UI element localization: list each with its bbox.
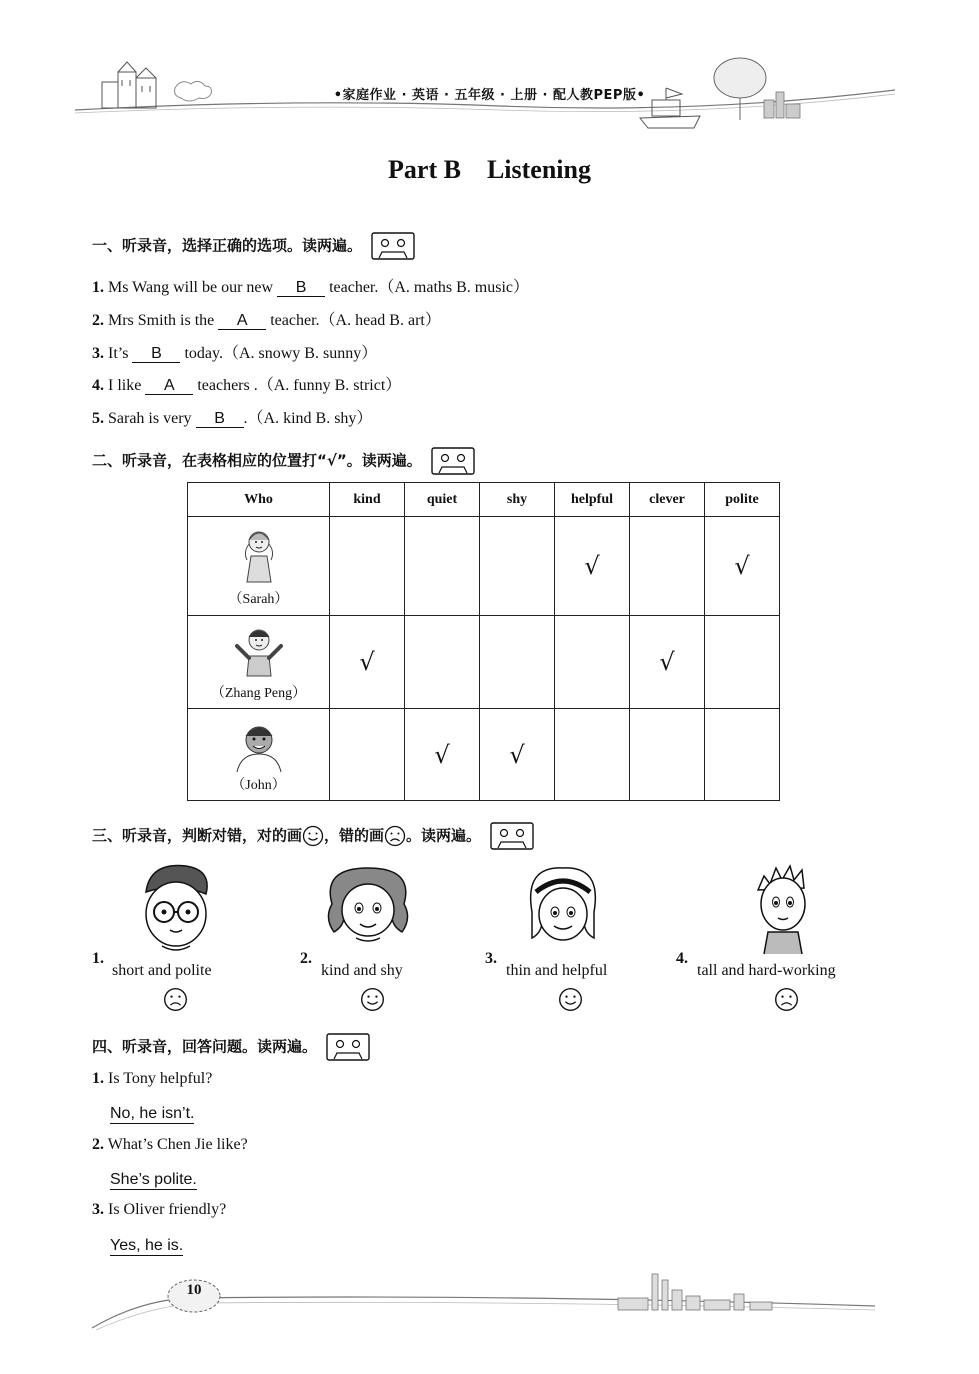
section2-heading [92, 447, 475, 475]
check-cell[interactable] [480, 517, 555, 616]
answer-blank[interactable]: A [218, 312, 266, 330]
answer-line[interactable]: She’s polite. [110, 1171, 197, 1188]
check-cell[interactable] [705, 616, 780, 709]
girl-with-headband-illustration [518, 864, 608, 954]
page-number: 10 [186, 1282, 202, 1298]
sad-face-icon[interactable] [163, 987, 188, 1012]
check-cell[interactable]: √ [705, 517, 780, 616]
s1-item-5 [92, 405, 372, 428]
footer-decoration [0, 1270, 979, 1340]
item-number: 1. [92, 1070, 104, 1087]
check-cell[interactable] [330, 517, 405, 616]
who-cell [188, 517, 330, 616]
s3-phrase-4: tall and hard-working [697, 962, 836, 979]
boy-zhang-peng-illustration [231, 624, 287, 682]
cassette-tape-icon [490, 822, 534, 850]
check-cell[interactable] [630, 709, 705, 801]
item-options: .（A. kind B. shy） [243, 410, 373, 427]
section3-heading [92, 822, 534, 850]
item-options: teacher.（A. head B. art） [270, 312, 441, 329]
item-number: 1. [92, 279, 104, 296]
item-text: I like [108, 377, 142, 394]
s3-phrase-3: thin and helpful [506, 962, 608, 979]
column-header: Who [188, 483, 330, 517]
check-cell[interactable]: √ [405, 709, 480, 801]
check-cell[interactable]: √ [480, 709, 555, 801]
cassette-tape-icon [371, 232, 415, 260]
s3-item-4 [676, 950, 688, 968]
section2-heading-text: 二、听录音，在表格相应的位置打“√”。读两遍。 [92, 451, 422, 470]
answer-line[interactable]: No, he isn’t. [110, 1105, 195, 1122]
s1-item-3 [92, 340, 377, 363]
item-number: 1. [92, 950, 104, 967]
s3-phrase-2: kind and shy [321, 962, 403, 979]
student-name: （Sarah） [228, 592, 289, 607]
check-cell[interactable] [480, 616, 555, 709]
section3-heading-text: 三、听录音，判断对错，对的画 [92, 826, 303, 845]
header-title: •家庭作业 · 英语 · 五年级 · 上册 · 配人教PEP版• [333, 88, 646, 103]
column-header: kind [330, 483, 405, 517]
who-cell [188, 616, 330, 709]
check-cell[interactable] [555, 616, 630, 709]
s1-item-4 [92, 372, 401, 395]
table-row [188, 616, 780, 709]
answer-blank[interactable]: A [145, 377, 193, 395]
part-title: Part B Listening [388, 155, 591, 184]
item-text: Sarah is very [108, 410, 192, 427]
sad-face-icon[interactable] [774, 987, 799, 1012]
item-number: 2. [92, 312, 104, 329]
student-name: （Zhang Peng） [210, 686, 307, 701]
item-number: 3. [92, 1201, 104, 1218]
item-number: 3. [485, 950, 497, 967]
item-number: 4. [92, 377, 104, 394]
city-skyline-illustration [618, 1274, 772, 1310]
column-header: polite [705, 483, 780, 517]
check-cell[interactable] [705, 709, 780, 801]
check-cell[interactable] [555, 709, 630, 801]
cassette-tape-icon [431, 447, 475, 475]
girl-sarah-illustration [237, 526, 281, 588]
question-text: What’s Chen Jie like? [107, 1136, 248, 1153]
table-header-row [188, 483, 780, 517]
tall-boy-illustration [750, 862, 816, 956]
item-number: 3. [92, 345, 104, 362]
table-row [188, 517, 780, 616]
check-cell[interactable] [405, 517, 480, 616]
answer-blank[interactable]: B [132, 345, 180, 363]
check-cell[interactable]: √ [630, 616, 705, 709]
section3-heading-text: ，错的画 [324, 826, 385, 845]
item-text: It’s [108, 345, 129, 362]
column-header: quiet [405, 483, 480, 517]
item-number: 2. [92, 1136, 104, 1153]
item-options: today.（A. snowy B. sunny） [184, 345, 378, 362]
cassette-tape-icon [326, 1033, 370, 1061]
question-text: Is Oliver friendly? [108, 1201, 227, 1218]
who-cell [188, 709, 330, 801]
happy-face-icon[interactable] [360, 987, 385, 1012]
s4-answer-2[interactable] [110, 1169, 197, 1189]
column-header: helpful [555, 483, 630, 517]
traits-table [187, 482, 780, 801]
s4-question-3 [92, 1201, 226, 1219]
s1-item-1 [92, 274, 529, 297]
section3-heading-text: 。读两遍。 [406, 826, 482, 845]
check-cell[interactable] [330, 709, 405, 801]
item-number: 4. [676, 950, 688, 967]
section1-heading-text: 一、听录音，选择正确的选项。读两遍。 [92, 236, 363, 255]
girl-with-curly-hair-illustration [318, 864, 418, 946]
student-name: （John） [231, 777, 286, 793]
s4-question-2 [92, 1136, 248, 1154]
section4-heading [92, 1033, 370, 1061]
section1-heading [92, 232, 415, 260]
answer-blank[interactable]: B [196, 410, 244, 428]
column-header: clever [630, 483, 705, 517]
s4-answer-3[interactable] [110, 1235, 183, 1255]
s4-answer-1[interactable] [110, 1103, 194, 1123]
item-text: Mrs Smith is the [108, 312, 215, 329]
answer-blank[interactable]: B [277, 279, 325, 297]
item-options: teacher.（A. maths B. music） [329, 279, 530, 296]
s3-phrase-1: short and polite [112, 962, 212, 979]
answer-line[interactable]: Yes, he is. [110, 1237, 184, 1254]
item-text: Ms Wang will be our new [108, 279, 274, 296]
table-row [188, 709, 780, 801]
check-cell[interactable]: √ [330, 616, 405, 709]
happy-face-icon [302, 825, 324, 847]
column-header: shy [480, 483, 555, 517]
s1-item-2 [92, 307, 441, 330]
s4-question-1 [92, 1070, 212, 1088]
boy-with-glasses-illustration [132, 862, 220, 954]
happy-face-icon[interactable] [558, 987, 583, 1012]
item-options: teachers .（A. funny B. strict） [197, 377, 402, 394]
item-number: 2. [300, 950, 312, 967]
check-cell[interactable] [405, 616, 480, 709]
question-text: Is Tony helpful? [108, 1070, 213, 1087]
boy-john-illustration [229, 718, 289, 774]
item-number: 5. [92, 410, 104, 427]
section4-heading-text: 四、听录音，回答问题。读两遍。 [92, 1037, 318, 1056]
sad-face-icon [384, 825, 406, 847]
check-cell[interactable]: √ [555, 517, 630, 616]
s3-item-1 [92, 950, 104, 968]
s3-item-2 [300, 950, 312, 968]
check-cell[interactable] [630, 517, 705, 616]
s3-item-3 [485, 950, 497, 968]
